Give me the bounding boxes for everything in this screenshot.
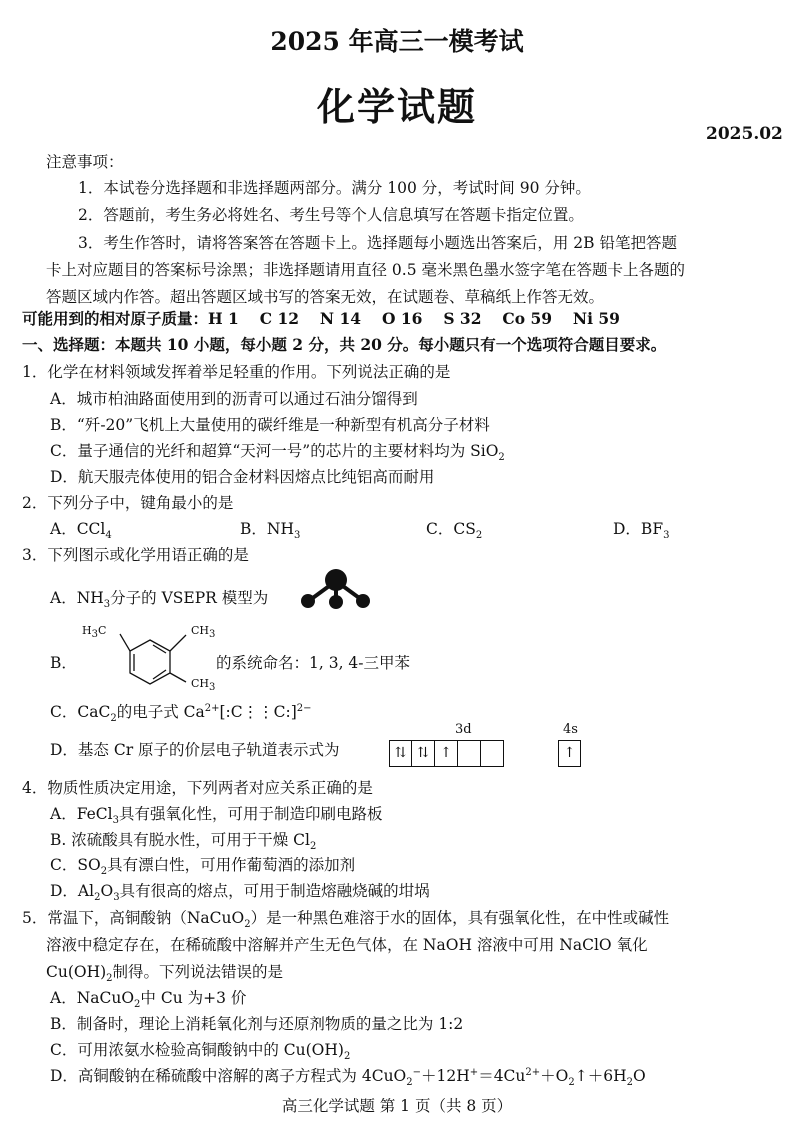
notice-item-3-line-2: 卡上对应题目的答案标号涂黑；非选择题请用直径 0.5 毫米黑色墨水签字笔在答题卡上各题的 xyxy=(46,261,686,279)
trimethylbenzene-structure xyxy=(100,626,200,690)
q2-option-d: D．$BF_3$ xyxy=(613,520,670,542)
page-footer: 高三化学试题 第 1 页（共 8 页） xyxy=(281,1097,513,1115)
q5-option-c: C．可用浓氨水检验高铜酸钠中的 $Cu(OH)_2$ xyxy=(50,1041,351,1063)
vsepr-model-image xyxy=(296,568,374,610)
q5-option-b: B．制备时，理论上消耗氧化剂与还原剂物质的量之比为 1:2 xyxy=(50,1015,464,1033)
q3-option-c: C．CaC$_2$的电子式 $Ca^{2+}[:C⋮⋮C:]^{2-}$ xyxy=(50,702,312,725)
substituent-label-top-right: $CH_3$ xyxy=(191,624,216,641)
q1-option-c: C．量子通信的光纤和超算“天河一号”的芯片的主要材料均为 SiO$_2$ xyxy=(50,442,505,464)
exam-date: 2025.02 xyxy=(706,124,783,144)
q5-option-a: A．NaCuO$_2$中 Cu 为+3 价 xyxy=(50,989,247,1011)
q2-option-a: A．CCl$_4$ xyxy=(50,520,112,542)
notice-item-2: 2．答题前，考生务必将姓名、考生号等个人信息填写在答题卡指定位置。 xyxy=(78,206,584,224)
q5-stem-line-2: 溶液中稳定存在，在稀硫酸中溶解并产生无色气体，在 NaOH 溶液中可用 NaClO 氧化 xyxy=(46,936,648,954)
q5-stem-line-1: 5．常温下，高铜酸钠（NaCuO$_2$）是一种黑色难溶于水的固体，具有强氧化性，在中性或碱性 xyxy=(22,909,670,931)
q2-option-b: B．$NH_3$ xyxy=(240,520,301,542)
q1-stem: 1．化学在材料领域发挥着举足轻重的作用。下列说法正确的是 xyxy=(22,363,451,381)
q4-option-d: D．$Al_2O_3$具有很高的熔点，可用于制造熔融烧碱的坩埚 xyxy=(50,882,430,904)
q1-option-d: D．航天服壳体使用的铝合金材料因熔点比纯铝高而耐用 xyxy=(50,468,435,486)
q1-option-b: B．“歼-20”飞机上大量使用的碳纤维是一种新型有机高分子材料 xyxy=(50,416,490,434)
orbital-3d-box-2: ⇅ xyxy=(412,740,435,767)
q4-option-b: B. 浓硫酸具有脱水性，可用于干燥 $Cl_2$ xyxy=(50,831,317,853)
q3-option-b-text: 的系统命名：1, 3, 4-三甲苯 xyxy=(216,654,411,672)
q4-option-a: A．FeCl$_3$具有强氧化性，可用于制造印刷电路板 xyxy=(50,805,383,827)
orbital-3d-box-1: ⇅ xyxy=(389,740,412,767)
substituent-label-bottom-right: $CH_3$ xyxy=(191,677,216,694)
q2-option-c: C．$CS_2$ xyxy=(426,520,483,542)
q5-option-d: D．高铜酸钠在稀硫酸中溶解的离子方程式为 $4CuO_2^-+12H^+=4Cu^{2+}+O_2↑+6H_2O$ xyxy=(50,1066,646,1089)
notice-item-3: 3．考生作答时，请将答案答在答题卡上。选择题每小题选出答案后，用 2B 铅笔把答题 xyxy=(78,234,677,252)
q5-stem-line-3: $Cu(OH)_2$制得。下列说法错误的是 xyxy=(46,963,284,985)
q4-stem: 4．物质性质决定用途，下列两者对应关系正确的是 xyxy=(22,779,373,797)
orbital-3d-box-5 xyxy=(481,740,504,767)
q3-option-b-label: B． xyxy=(50,654,77,672)
q2-stem: 2．下列分子中，键角最小的是 xyxy=(22,494,234,512)
notice-heading: 注意事项： xyxy=(46,153,124,171)
q3-option-a: A．$NH_3$分子的 VSEPR 模型为 xyxy=(50,589,269,611)
q1-option-a: A．城市柏油路面使用到的沥青可以通过石油分馏得到 xyxy=(50,390,418,408)
notice-item-3-line-3: 答题区域内作答。超出答题区域书写的答案无效，在试题卷、草稿纸上作答无效。 xyxy=(46,288,605,306)
notice-item-1: 1．本试卷分选择题和非选择题两部分。满分 100 分，考试时间 90 分钟。 xyxy=(78,179,591,197)
orbital-3d-boxes xyxy=(389,740,504,767)
subject-title: 化学试题 xyxy=(316,84,477,129)
q3-stem: 3．下列图示或化学用语正确的是 xyxy=(22,546,249,564)
orbital-4s-box: ↑ xyxy=(558,740,581,767)
orbital-3d-box-3: ↑ xyxy=(435,740,458,767)
orbital-4s-box-wrap xyxy=(558,740,581,767)
q4-option-c: C．$SO_2$具有漂白性，可用作葡萄酒的添加剂 xyxy=(50,856,356,878)
exam-title: 2025 年高三一模考试 xyxy=(270,27,524,56)
section-heading: 一、选择题：本题共 10 小题，每小题 2 分，共 20 分。每小题只有一个选项符合题目要求。 xyxy=(22,335,667,354)
substituent-label-left: $H_3C$ xyxy=(82,624,107,641)
atomic-masses: 可能用到的相对原子质量：H 1 C 12 N 14 O 16 S 32 Co 59 Ni 59 xyxy=(22,309,620,328)
orbital-4s-label: 4s xyxy=(563,722,578,737)
orbital-3d-box-4 xyxy=(458,740,481,767)
orbital-3d-label: 3d xyxy=(455,722,472,737)
q3-option-d: D．基态 Cr 原子的价层电子轨道表示式为 xyxy=(50,741,340,759)
